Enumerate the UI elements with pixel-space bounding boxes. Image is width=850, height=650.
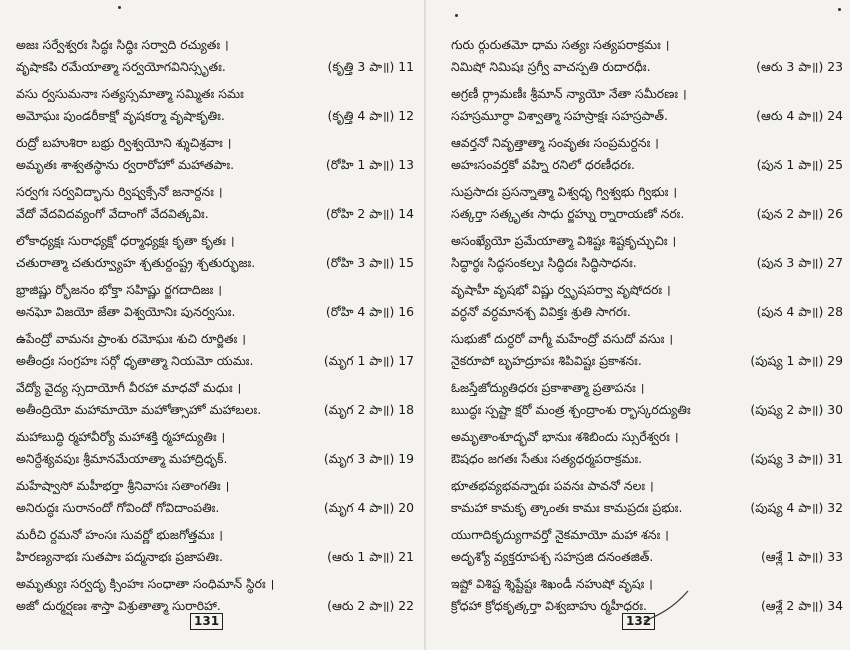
verse [16,34,414,83]
verse [451,426,843,475]
verse [16,181,414,230]
verse-reference: (రోహి 1 పా॥) 13 [325,157,414,172]
verse [451,328,843,377]
verse-line-1: ఇష్టో విశిష్ట శ్శిష్టేష్టః శిఖండీ నహుషో వృషః । [451,576,653,591]
verse-line-2-text: అజో దుర్మర్షణః శాస్తా విశ్రుతాత్మా సురారిహా. [16,598,221,613]
verse [451,132,843,181]
verse [451,377,843,426]
verse [16,377,414,426]
scan-speck [838,8,841,11]
verse-line-1: ఆవర్తనో నివృత్తాత్మా సంవృతః సంప్రమర్దనః । [451,135,659,150]
verse-line-1: సుభుజో దుర్ధరో వాగ్మీ మహేంద్రో వసుదో వసుః । [451,331,674,346]
verse-line-1: సర్వగః సర్వవిద్భాను ర్విష్వక్సేనో జనార్దనః । [16,184,223,199]
scan-speck [455,14,458,17]
verse-line-2-text: సహస్రమూర్ధా విశ్వాత్మా సహస్రాక్షః సహస్రపాత్. [451,108,668,123]
verse-line-2 [16,350,414,372]
verse-line-2 [451,301,843,323]
verse-line-2-text: వేదో వేదవిదవ్యంగో వేదాంగో వేదవిత్కవిః. [16,206,209,221]
verse-line-2 [451,448,843,470]
verse [451,230,843,279]
verse-line-1: ఓజస్తేజోద్యుతిధరః ప్రకాశాత్మా ప్రతాపనః । [451,380,645,395]
verse-line-2-text: సిద్ధార్థః సిద్ధసంకల్పః సిద్ధిదః సిద్ధిసాధనః. [451,255,637,270]
verse-line-2-text: అతీంద్రియో మహామాయో మహోత్సాహో మహాబలః. [16,402,262,417]
right-verse-list [451,34,843,622]
verse [451,279,843,328]
verse-line-1: గురు ర్గురుతమో ధామ సత్యః సత్యపరాక్రమః । [451,37,670,52]
verse-line-2-text: ఔషధం జగతః సేతుః సత్యధర్మపరాక్రమః. [451,451,643,466]
verse-line-1: భ్రాజిష్ణు ర్భోజనం భోక్తా సహిష్ణు ర్జగదాదిజః । [16,282,222,297]
verse-line-2 [451,252,843,274]
verse-line-2 [451,105,843,127]
verse-reference: (పున 2 పా॥) 26 [756,206,843,221]
verse-line-2-text: హిరణ్యనాభః సుతపాః పద్మనాభః ప్రజాపతిః. [16,549,223,564]
verse-line-2 [16,252,414,274]
verse-line-2 [451,154,843,176]
verse-line-2-text: క్రోధహా క్రోధకృత్కర్తా విశ్వబాహు ర్మహీధరః. [451,598,647,613]
verse-reference: (మృగ 4 పా॥) 20 [323,500,414,515]
verse-line-2 [451,497,843,519]
verse-reference: (ఆశ్లే 2 పా॥) 34 [760,598,843,613]
verse-line-1: అగ్రణీ ర్గ్రామణీః శ్రీమాన్ న్యాయో నేతా సమీరణః । [451,86,687,101]
page-number-left: 131 [190,613,223,630]
verse-line-1: వేద్యో వైద్య స్సదాయోగీ వీరహా మాధవో మధుః । [16,380,242,395]
verse-reference: (ఆరు 1 పా॥) 21 [327,549,414,564]
verse [16,426,414,475]
scan-speck [118,6,121,9]
verse-reference: (పుష్య 3 పా॥) 31 [750,451,843,466]
verse-line-1: మరీచి ర్దమనో హంసః సువర్ణో భుజగోత్తమః । [16,527,223,542]
verse-line-2 [16,497,414,519]
verse-reference: (పున 4 పా॥) 28 [756,304,843,319]
verse-line-1: రుద్రో బహుశిరా బభ్రు ర్విశ్వయోని శ్శుచిశ్రవాః । [16,135,232,150]
verse-line-2-text: అతీంద్రః సంగ్రహః సర్గో ధృతాత్మా నియమో యమః. [16,353,254,368]
verse-line-1: భూతభవ్యభవన్నాథః పవనః పావనో నలః । [451,478,654,493]
verse [16,524,414,573]
verse-line-2-text: అమృతః శాశ్వతస్థాను ర్వరారోహో మహాతపాః. [16,157,235,172]
verse-line-2 [451,203,843,225]
verse-line-1: మహాబుద్ధి ర్మహావీర్యో మహాశక్తి ర్మహాద్యుతిః । [16,429,226,444]
verse [16,279,414,328]
verse-line-1: వృషాహీ వృషభో విష్ణు ర్వృషపర్వా వృషోదరః । [451,282,671,297]
left-verse-list [16,34,414,622]
verse-line-1: అమృత్యుః సర్వదృ క్సింహః సంధాతా సంధిమాన్ స్థిరః । [16,576,275,591]
verse-line-2-text: నైకరూపో బృహద్రూపః శిపివిష్టః ప్రకాశనః. [451,353,642,368]
verse-line-2-text: కామహా కామకృ త్కాంతః కామః కామప్రదః ప్రభుః. [451,500,683,515]
verse-reference: (ఆరు 2 పా॥) 22 [327,598,414,613]
verse [451,524,843,573]
verse-line-2-text: చతురాత్మా చతుర్వ్యూహ శ్చతుర్దంష్ట్ర శ్చతుర్భుజః. [16,255,256,270]
verse-line-1: వసు ర్వసుమనాః సత్యస్సమాత్మా సమ్మితః సమః [16,86,244,101]
verse [16,475,414,524]
verse-reference: (ఆశ్లే 1 పా॥) 33 [760,549,843,564]
verse [451,181,843,230]
verse-reference: (రోహి 2 పా॥) 14 [325,206,414,221]
verse [451,475,843,524]
verse [16,83,414,132]
verse-reference: (కృత్తి 3 పా॥) 11 [327,59,414,74]
verse-line-2 [16,448,414,470]
verse-line-1: సుప్రసాదః ప్రసన్నాత్మా విశ్వధృ గ్విశ్వభు గ్విభుః । [451,184,678,199]
verse-line-1: అమృతాంశూద్భవో భానుః శశిబిందు స్సురేశ్వరః । [451,429,679,444]
verse-line-2-text: నిమిషో నిమిషః స్రగ్వీ వాచస్పతి రుదారధీః. [451,59,651,74]
verse-reference: (పుష్య 2 పా॥) 30 [750,402,843,417]
verse-line-2 [16,546,414,568]
verse-line-2 [451,350,843,372]
verse [451,34,843,83]
verse-reference: (కృత్తి 4 పా॥) 12 [327,108,414,123]
verse-line-2 [16,105,414,127]
verse [16,132,414,181]
verse-reference: (పుష్య 1 పా॥) 29 [750,353,843,368]
verse [16,328,414,377]
verse-line-2 [451,399,843,421]
verse-line-2 [451,56,843,78]
verse-line-1: లోకాధ్యక్షః సురాధ్యక్షో ధర్మాధ్యక్షః కృతా కృతః । [16,233,235,248]
verse-line-2-text: సత్కర్తా సత్కృతః సాధు ర్జహ్ను ర్నారాయణో నరః. [451,206,685,221]
verse-line-2-text: అహఃసంవర్తకో వహ్ని రనిలో ధరణీధరః. [451,157,635,172]
verse [16,230,414,279]
verse-reference: (పుష్య 4 పా॥) 32 [750,500,843,515]
verse-line-1: అజః సర్వేశ్వరః సిద్ధః సిద్ధిః సర్వాది రచ్యుతః । [16,37,229,52]
verse-reference: (రోహి 3 పా॥) 15 [325,255,414,270]
verse-line-2 [16,399,414,421]
verse-reference: (మృగ 3 పా॥) 19 [323,451,414,466]
verse-line-1: అసంఖ్యేయో ప్రమేయాత్మా విశిష్టః శిష్టకృచ్ఛుచిః । [451,233,677,248]
verse-line-2 [16,203,414,225]
page-number-right: 132 [622,613,655,630]
verse-line-2 [16,301,414,323]
verse-reference: (మృగ 2 పా॥) 18 [323,402,414,417]
verse-line-1: యుగాదికృద్యుగావర్తో నైకమాయో మహా శనః । [451,527,669,542]
verse-line-2-text: అనిర్దేశ్యవపుః శ్రీమానమేయాత్మా మహాద్రిధృక్. [16,451,228,466]
verse-line-2 [16,154,414,176]
verse-line-2-text: ఋద్ధః స్పష్టా క్షరో మంత్ర శ్చంద్రాంశు ర్భాస్కరద్యుతిః [451,402,691,417]
verse-line-2-text: అమోఘః పుండరీకాక్షో వృషకర్మా వృషాకృతిః. [16,108,225,123]
verse-line-1: ఉపేంద్రో వామనః ప్రాంశు రమోఘః శుచి రూర్జితః । [16,331,246,346]
verse-line-2-text: వృషాకపి రమేయాత్మా సర్వయోగవినిస్సృతః. [16,59,226,74]
verse-line-2 [16,56,414,78]
verse-line-2 [451,546,843,568]
verse-reference: (ఆరు 4 పా॥) 24 [756,108,843,123]
right-page [425,0,850,650]
verse-line-2-text: అనిరుద్ధః సురానందో గోవిందో గోవిదాంపతిః. [16,500,220,515]
verse-line-1: మహేష్వాసో మహీభర్తా శ్రీనివాసః సతాంగతిః । [16,478,230,493]
verse-reference: (పున 1 పా॥) 25 [756,157,843,172]
verse-line-2-text: అదృశ్యో వ్యక్తరూపశ్చ సహస్రజి దనంతజిత్. [451,549,654,564]
pen-stroke-mark [640,585,700,625]
verse-reference: (రోహి 4 పా॥) 16 [325,304,414,319]
verse-line-2-text: అనఘో విజయో జేతా విశ్వయోనిః పునర్వసుః. [16,304,236,319]
verse-reference: (మృగ 1 పా॥) 17 [323,353,414,368]
verse [451,83,843,132]
verse-line-2-text: వర్ధనో వర్ధమానశ్చ వివిక్తః శ్రుతి సాగరః. [451,304,631,319]
verse-reference: (ఆరు 3 పా॥) 23 [756,59,843,74]
verse-reference: (పున 3 పా॥) 27 [756,255,843,270]
